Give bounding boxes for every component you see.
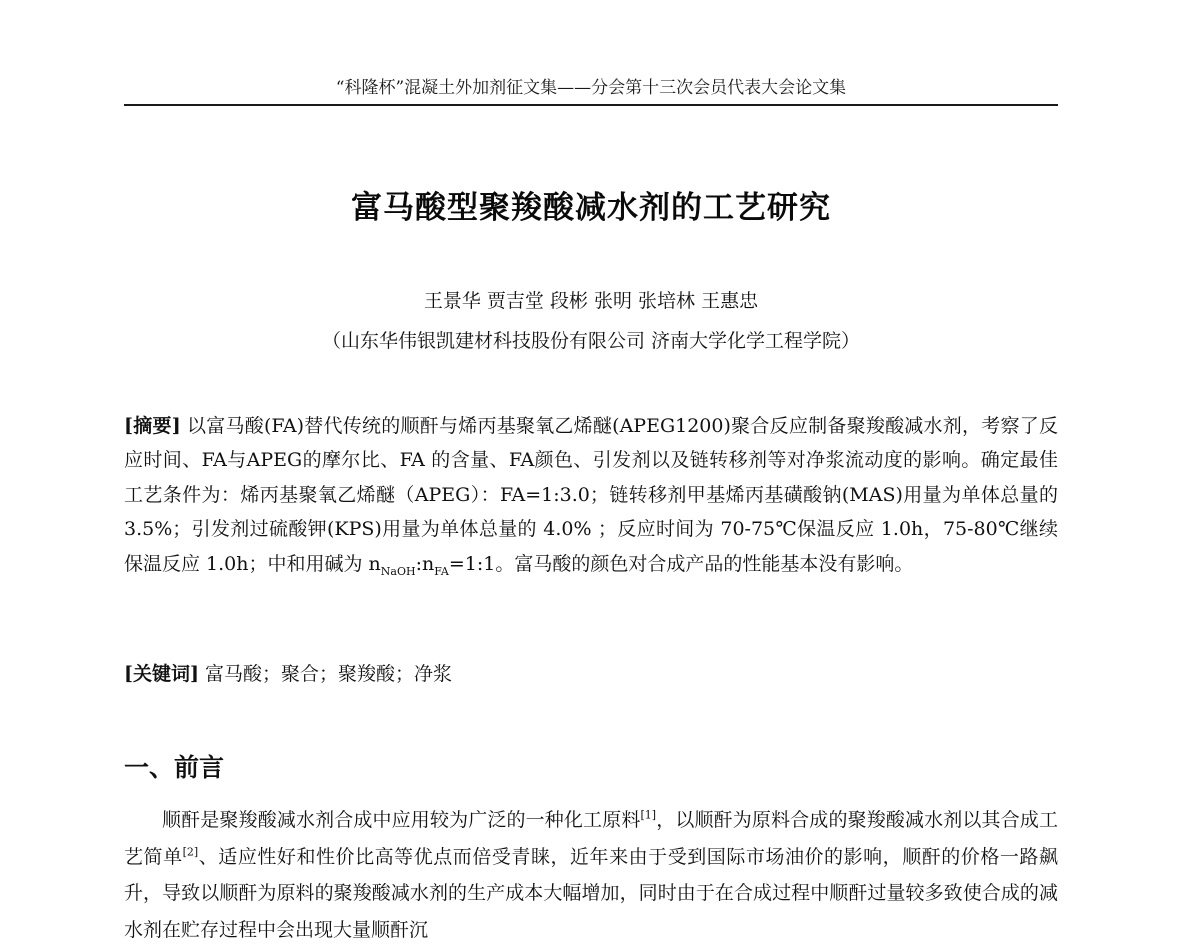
keywords <box>124 657 1058 691</box>
author-list: 王景华 贾吉堂 段彬 张明 张培林 王惠忠 <box>423 290 759 312</box>
ratio-n1: n <box>368 552 381 575</box>
intro-part-3: 、适应性好和性价比高等优点而倍受青睐，近年来由于受到国际市场油价的影响，顺酐的价格一路飙升，导致以顺酐为原料的聚羧酸减水剂的生产成本大幅增加，同时由于在合成过程中顺酐过量较多致使合成的减水剂在贮存过程中会出现大量顺酐沉 <box>124 845 1058 941</box>
citation-2: [2] <box>182 845 199 859</box>
header-rule <box>124 104 1058 106</box>
ratio-value: =1:1。 <box>448 552 515 575</box>
ratio-n2: n <box>422 552 435 575</box>
affiliation: （山东华伟银凯建材科技股份有限公司 济南大学化学工程学院） <box>321 330 861 352</box>
ratio-colon: : <box>415 552 422 575</box>
introduction-paragraph <box>124 802 1058 948</box>
ratio-sub-fa: FA <box>434 564 449 578</box>
section-heading-introduction: 一、前言 <box>124 753 225 782</box>
keywords-label: [关键词] <box>124 663 199 685</box>
abstract-tail: 富马酸的颜色对合成产品的性能基本没有影响。 <box>514 552 914 575</box>
abstract <box>124 409 1058 581</box>
ratio-sub-naoh: NaOH <box>380 564 416 578</box>
keywords-text: 富马酸；聚合；聚羧酸；净浆 <box>198 663 453 685</box>
citation-1: [1] <box>640 808 657 822</box>
intro-part-1: 顺酐是聚羧酸减水剂合成中应用较为广泛的一种化工原料 <box>162 809 641 831</box>
intro-part-2: ，以顺酐为原料合成的聚羧酸减水剂以其合成工艺简单 <box>124 809 1058 868</box>
abstract-label: [摘要] <box>124 415 181 437</box>
abstract-text: 以富马酸(FA)替代传统的顺酐与烯丙基聚氧乙烯醚(APEG1200)聚合反应制备聚羧酸减水剂，考察了反应时间、FA与APEG的摩尔比、FA 的含量、FA颜色、引发剂以及链转移剂等对净浆流动度的影响。确定最佳工艺条件为：烯丙基聚氧乙烯醚（APEG）：FA=1:3.0；链转移剂甲基烯丙基磺酸钠(MAS)用量为单体总量的 3.5%；引发剂过硫酸钾(KPS)用量为单体总量的 4.0% ；反应时间为 70-75℃保温反应 1.0h，75-80℃继续保温反应 1.0h；中和用碱为 <box>124 415 1059 575</box>
running-header: “科隆杯”混凝土外加剂征文集——分会第十三次会员代表大会论文集 <box>335 78 847 98</box>
paper-title: 富马酸型聚羧酸减水剂的工艺研究 <box>351 190 831 226</box>
